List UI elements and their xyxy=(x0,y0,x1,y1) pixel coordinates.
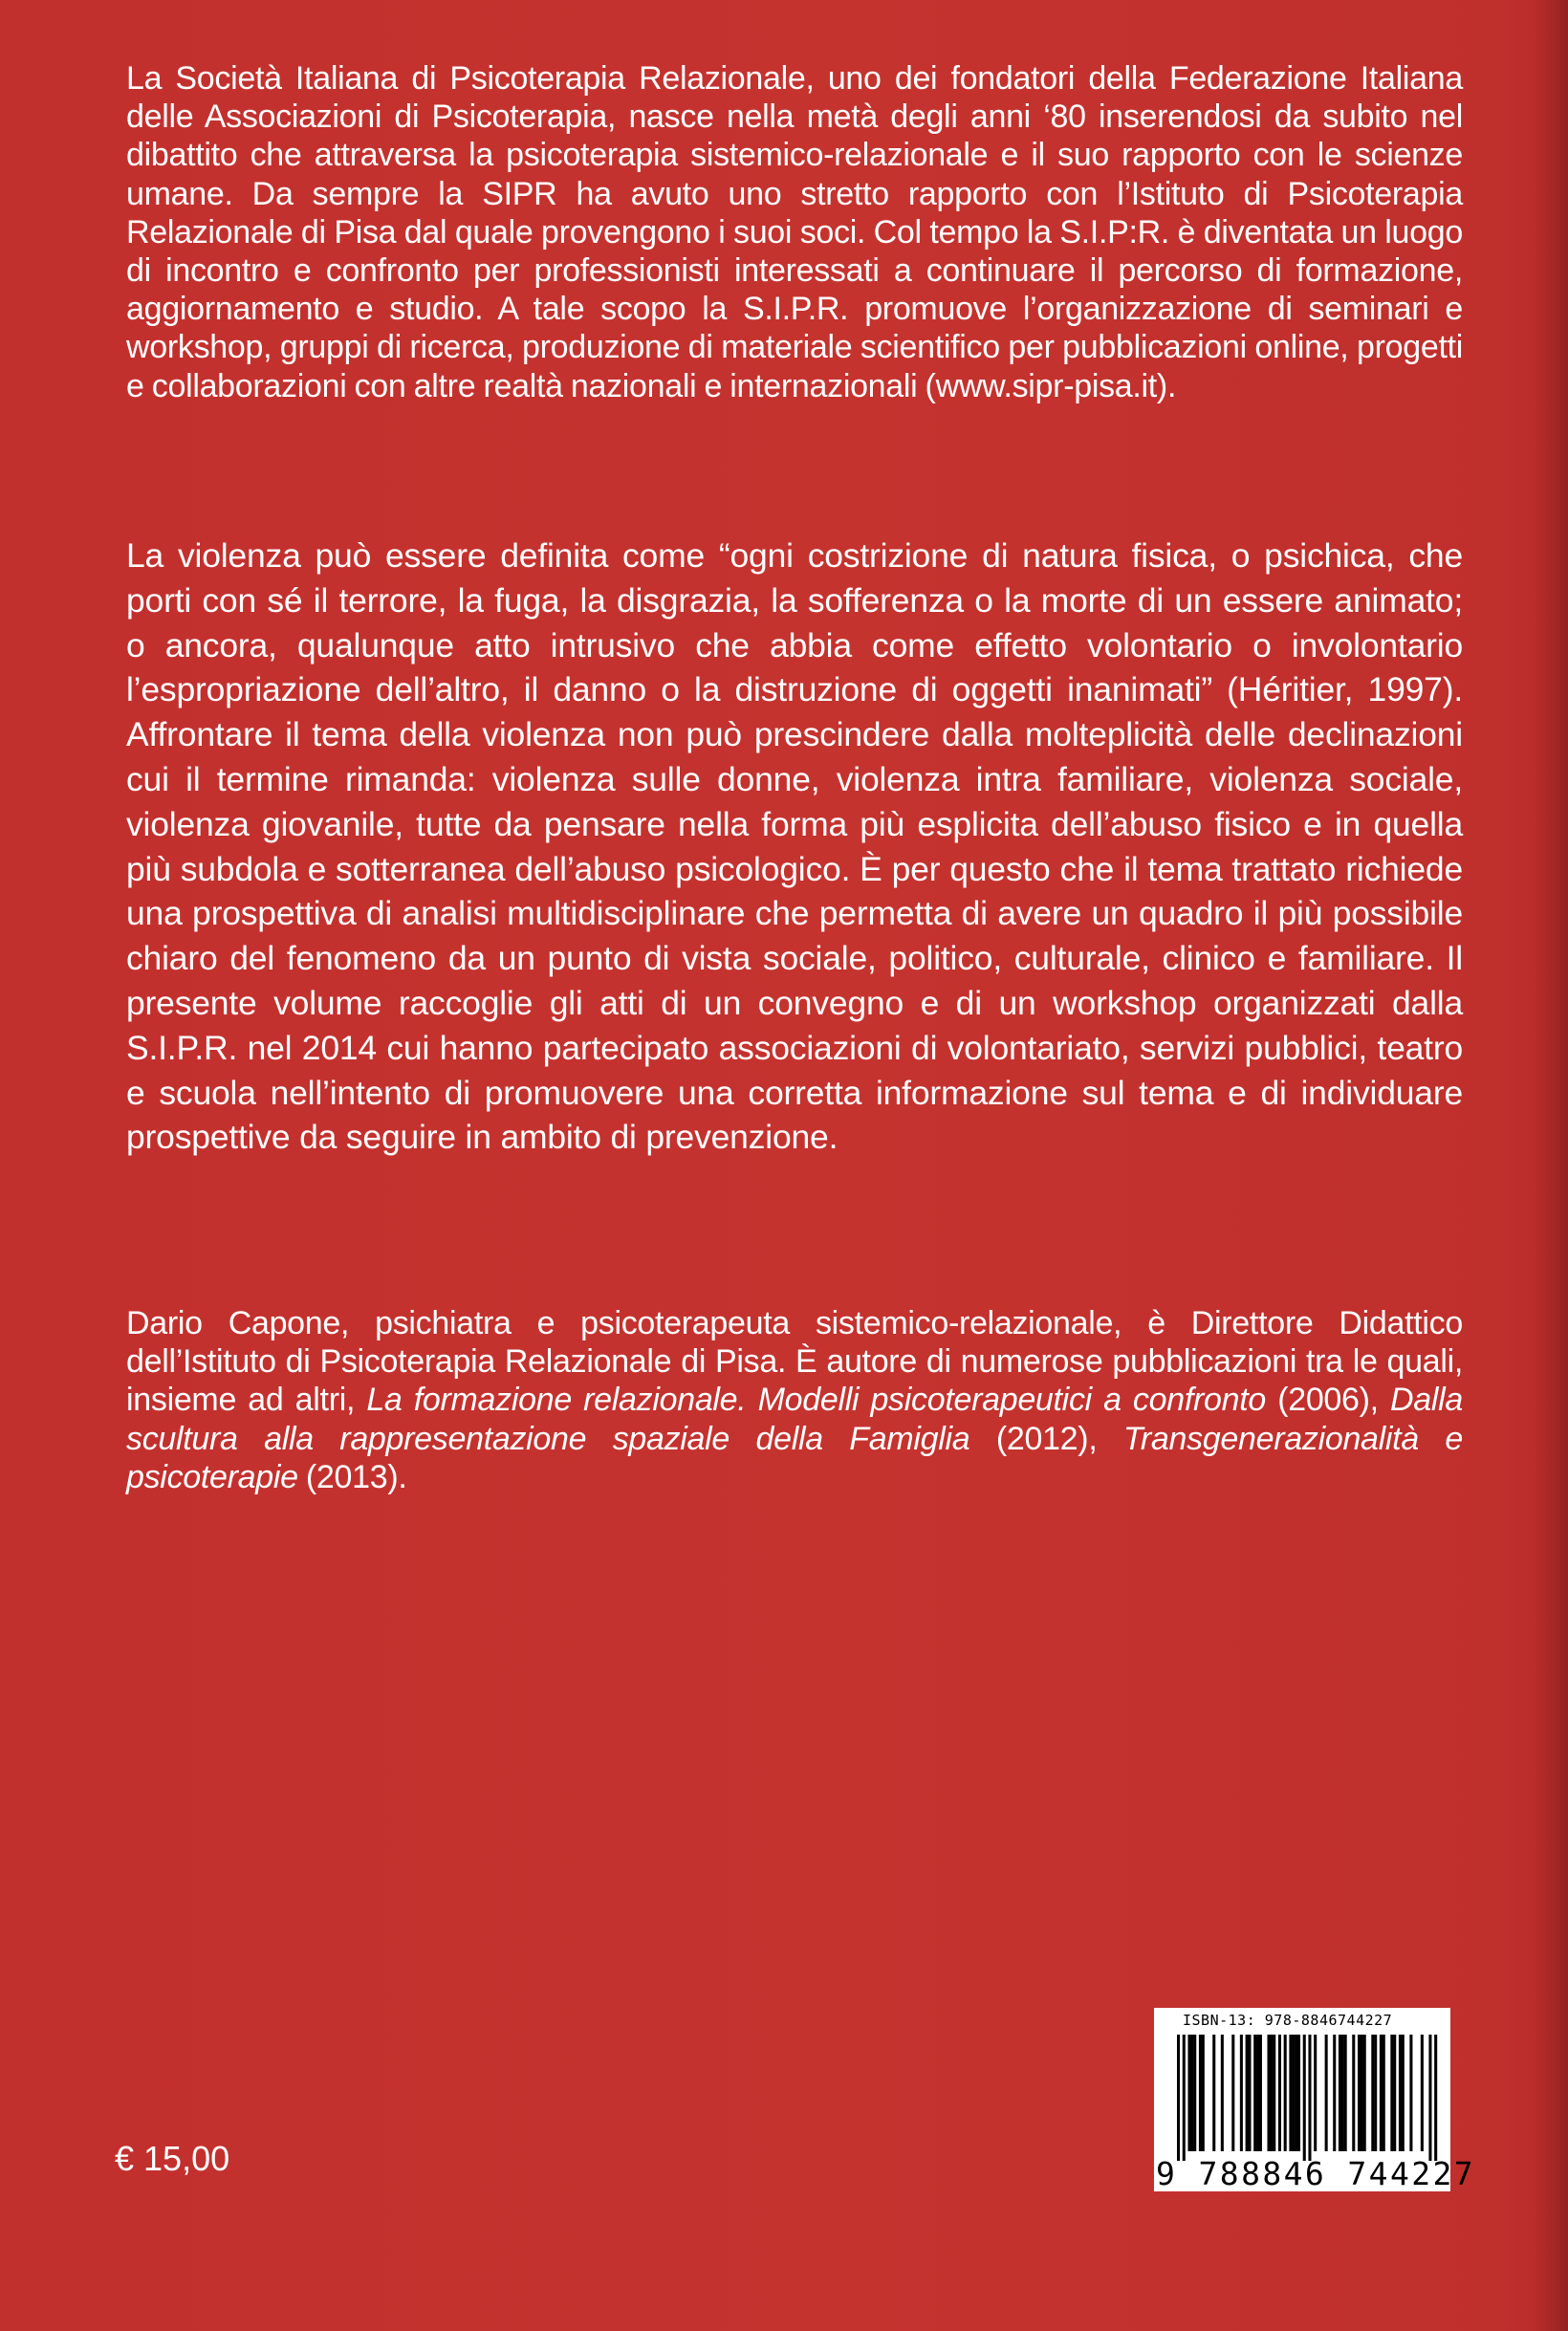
author-bio-paragraph xyxy=(126,1304,1463,1496)
barcode-bar xyxy=(1273,2035,1275,2151)
isbn-barcode xyxy=(1154,2008,1476,2192)
barcode-bar xyxy=(1341,2035,1344,2151)
barcode-bar xyxy=(1402,2035,1405,2151)
barcode-bar xyxy=(1193,2035,1196,2151)
barcode-bar xyxy=(1295,2035,1297,2151)
barcode-bar xyxy=(1434,2035,1437,2161)
barcode-bar xyxy=(1289,2035,1292,2151)
barcode-bar xyxy=(1374,2035,1377,2151)
barcode-bar xyxy=(1383,2035,1385,2151)
barcode-bar xyxy=(1270,2035,1273,2151)
barcode-bar xyxy=(1363,2035,1366,2151)
barcode-bar xyxy=(1339,2035,1341,2151)
barcode-bar xyxy=(1380,2035,1383,2151)
barcode-bar xyxy=(1177,2035,1180,2161)
barcode-bar xyxy=(1278,2035,1281,2151)
barcode-bar xyxy=(1393,2035,1396,2151)
barcode-bar xyxy=(1358,2035,1361,2151)
barcode-bar xyxy=(1202,2035,1205,2151)
barcode-bar xyxy=(1187,2035,1190,2151)
barcode-bar xyxy=(1352,2035,1355,2151)
price-label: € 15,00 xyxy=(115,2139,230,2178)
barcode-bar xyxy=(1221,2035,1224,2151)
barcode-bar xyxy=(1253,2035,1256,2151)
book-summary-paragraph: La violenza può essere definita come “ogni costrizione di natura fisica, o psichica, che porti con sé il terrore, la fuga, la disgrazia, la sofferenza o la morte di un essere animato; o ancora, qualunque atto intrusivo che abbia come effetto volontario o involontario l’espropriazione dell’altro, il danno o la distruzione di oggetti inanimati” (Héritier, 1997). Affrontare il tema della violenza non può prescindere dalla molteplicità delle declinazioni cui il termine rimanda: violenza sulle donne, violenza intra familiare, violenza sociale, violenza giovanile, tutte da pensare nella forma più esplicita dell’abuso fisico e in quella più subdola e sotterranea dell’abuso psicologico. È per questo che il tema trattato richiede una prospettiva di analisi multidisciplinare che permetta di avere un quadro il più possibile chiaro del fenomeno da un punto di vista sociale, politico, culturale, clinico e familiare. Il presente volume raccoglie gli atti di un convegno e di un workshop organizzati dalla S.I.P.R. nel 2014 cui hanno partecipato associazioni di volontariato, servizi pubblici, teatro e scuola nell’intento di promuovere una corretta informazione sul tema e di individuare prospettive da seguire in ambito di prevenzione. xyxy=(126,536,1463,1157)
barcode-bar xyxy=(1292,2035,1295,2151)
barcode-bar xyxy=(1344,2035,1347,2151)
barcode-bar xyxy=(1240,2035,1243,2151)
barcode-bar xyxy=(1333,2035,1336,2151)
barcode-bar xyxy=(1421,2035,1424,2151)
isbn-digits: 9 788846 744227 xyxy=(1156,2155,1476,2192)
barcode-bar xyxy=(1314,2035,1317,2151)
barcode-bar xyxy=(1361,2035,1363,2151)
author-work-year-2: (2012), xyxy=(969,1420,1123,1457)
barcode-bar xyxy=(1399,2035,1402,2151)
barcode-bar xyxy=(1409,2035,1412,2151)
barcode-bar xyxy=(1308,2035,1311,2161)
barcode-bar xyxy=(1212,2035,1215,2151)
barcode-bar xyxy=(1199,2035,1202,2151)
barcode-bars xyxy=(1162,2035,1441,2161)
barcode-bar xyxy=(1390,2035,1393,2151)
author-work-title-2: Dalla scultura alla rappresentazione spaziale della Famiglia xyxy=(126,1382,1464,1457)
barcode-bar xyxy=(1183,2035,1186,2161)
author-bio-intro: Dario Capone, psichiatra e psicoterapeuta sistemico-relazionale, è Direttore Didattico dell’Istituto di Psicoterapia Relazionale di Pisa. È autore di numerose pubblicazioni tra le quali, insieme ad altri, xyxy=(126,1305,1463,1419)
author-work-year-1: (2006), xyxy=(1265,1382,1391,1419)
barcode-bar xyxy=(1303,2035,1306,2161)
author-work-year-3: (2013). xyxy=(297,1458,407,1495)
barcode-bar xyxy=(1259,2035,1262,2151)
publisher-description-paragraph: La Società Italiana di Psicoterapia Relazionale, uno dei fondatori della Federazione Italiana delle Associazioni di Psicoterapia, nasce nella metà degli anni ‘80 inserendosi da subito nel dibattito che attraversa la psicoterapia sistemico-relazionale e il suo rapporto con le scienze umane. Da sempre la SIPR ha avuto uno stretto rapporto con l’Istituto di Psicoterapia Relazionale di Pisa dal quale provengono i suoi soci. Col tempo la S.I.P:R. è diventata un luogo di incontro e confronto per professionisti interessati a continuare il percorso di formazione, aggiornamento e studio. A tale scopo la S.I.P.R. promuove l’organizzazione di seminari e workshop, gruppi di ricerca, produzione di materiale scientifico per pubblicazioni online, progetti e collaborazioni con altre realtà nazionali e internazionali (www.sipr-pisa.it). xyxy=(126,60,1463,404)
barcode-bar xyxy=(1190,2035,1193,2151)
barcode-bar xyxy=(1231,2035,1234,2151)
barcode-bar xyxy=(1428,2035,1431,2161)
author-work-title-3: Transgenerazionalità e psicoterapie xyxy=(126,1420,1463,1495)
isbn-label: ISBN-13: 978-8846744227 xyxy=(1183,2012,1393,2029)
cover-edge-shadow xyxy=(1534,0,1568,2331)
barcode-bar xyxy=(1371,2035,1374,2151)
barcode-bar xyxy=(1246,2035,1249,2151)
barcode-bar xyxy=(1248,2035,1251,2151)
barcode-bar xyxy=(1325,2035,1328,2151)
barcode-bar xyxy=(1267,2035,1270,2151)
barcode-bar xyxy=(1297,2035,1300,2151)
author-work-title-1: La formazione relazionale. Modelli psicoterapeutici a confronto xyxy=(366,1382,1266,1419)
barcode-bar xyxy=(1284,2035,1287,2151)
barcode-bar xyxy=(1256,2035,1259,2151)
